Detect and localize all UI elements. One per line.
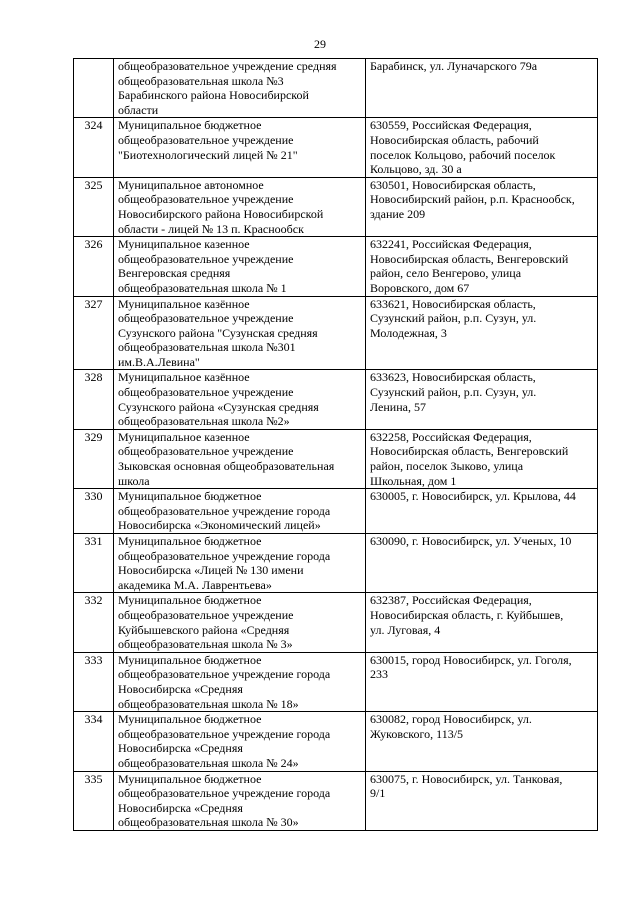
address-line: 233 [370, 667, 388, 682]
address-line: Кольцово, зд. 30 а [370, 162, 462, 177]
institution-name-line: Сузунского района "Сузунская средняя [118, 325, 318, 340]
institution-name-line: общеобразовательная школа № 30» [118, 815, 299, 830]
institution-name-line: им.В.А.Левина" [118, 354, 200, 369]
address-line: 633621, Новосибирская область, [370, 296, 536, 311]
institution-name-line: Зыковская основная общеобразовательная [118, 459, 335, 474]
table-row [74, 712, 598, 771]
institution-name-line: общеобразовательная школа № 3» [118, 637, 293, 652]
address-line: Жуковского, 113/5 [370, 726, 464, 741]
institution-name-line: Новосибирска «Экономический лицей» [118, 518, 321, 533]
institution-name-cell [114, 429, 366, 488]
address-line: 630015, город Новосибирск, ул. Гоголя, [370, 652, 572, 667]
institution-name-line: общеобразовательное учреждение [118, 192, 294, 207]
address-line: поселок Кольцово, рабочий поселок [370, 147, 556, 162]
table-row [74, 370, 598, 429]
institution-name-line: общеобразовательное учреждение [118, 132, 294, 147]
institution-name-cell [114, 118, 366, 177]
institution-name-line: Муниципальное бюджетное [118, 118, 262, 133]
row-number-cell: 333 [74, 652, 114, 711]
row-number-cell: 326 [74, 237, 114, 296]
institution-name-line: общеобразовательное учреждение [118, 607, 294, 622]
table-row [74, 177, 598, 236]
institution-name-cell [114, 237, 366, 296]
institution-name-line: общеобразовательное учреждение [118, 385, 294, 400]
institution-name-line: Муниципальное казенное [118, 429, 250, 444]
address-line: Сузунский район, р.п. Сузун, ул. [370, 385, 537, 400]
institution-name-line: Новосибирска «Средняя [118, 681, 243, 696]
row-number-cell: 329 [74, 429, 114, 488]
institution-name-line: академика М.А. Лаврентьева» [118, 577, 272, 592]
address-cell [366, 771, 598, 830]
row-number-cell: 335 [74, 771, 114, 830]
institution-name-line: Муниципальное бюджетное [118, 652, 262, 667]
address-cell [366, 429, 598, 488]
address-cell [366, 370, 598, 429]
address-line: Воровского, дом 67 [370, 280, 470, 295]
address-line: 633623, Новосибирская область, [370, 370, 536, 385]
institution-name-line: Новосибирского района Новосибирской [118, 206, 324, 221]
institution-name-line: общеобразовательное учреждение города [118, 667, 331, 682]
institution-name-line: Муниципальное казённое [118, 370, 250, 385]
institution-name-line: общеобразовательная школа № 1 [118, 280, 287, 295]
institution-name-cell [114, 593, 366, 652]
row-number-cell: 330 [74, 489, 114, 534]
institution-name-cell [114, 370, 366, 429]
institution-name-cell [114, 712, 366, 771]
institution-name-line: Муниципальное бюджетное [118, 534, 262, 548]
institution-name-line: области - лицей № 13 п. Краснообск [118, 221, 304, 236]
address-line: 630559, Российская Федерация, [370, 118, 532, 133]
institution-name-line: общеобразовательная школа №301 [118, 340, 296, 355]
institution-name-line: общеобразовательная школа №2» [118, 414, 290, 429]
address-cell [366, 712, 598, 771]
institution-name-line: общеобразовательная школа № 18» [118, 696, 299, 711]
institution-name-line: Куйбышевского района «Средняя [118, 622, 290, 637]
institution-name-line: Новосибирска «Средняя [118, 800, 243, 815]
address-line: 630501, Новосибирская область, [370, 177, 536, 192]
address-line: Барабинск, ул. Луначарского 79а [370, 59, 538, 73]
address-line: 630090, г. Новосибирск, ул. Ученых, 10 [370, 534, 572, 548]
institution-name-line: Новосибирска «Средняя [118, 741, 243, 756]
row-number-cell: 325 [74, 177, 114, 236]
institution-name-line: Новосибирска «Лицей № 130 имени [118, 563, 304, 578]
address-line: Школьная, дом 1 [370, 473, 457, 488]
address-line: район, село Венгерово, улица [370, 266, 522, 281]
address-cell [366, 593, 598, 652]
institution-name-line: общеобразовательное учреждение города [118, 786, 331, 801]
institution-name-line: общеобразовательная школа № 24» [118, 755, 299, 770]
institution-name-cell [114, 652, 366, 711]
address-cell [366, 652, 598, 711]
institution-name-line: Венгеровская средняя [118, 266, 231, 281]
address-cell [366, 237, 598, 296]
institution-name-cell [114, 59, 366, 118]
address-line: Новосибирская область, г. Куйбышев, [370, 607, 564, 622]
institution-name-cell [114, 771, 366, 830]
table-row [74, 771, 598, 830]
address-line: 630082, город Новосибирск, ул. [370, 712, 532, 727]
institution-name-line: школа [118, 473, 150, 488]
address-cell [366, 296, 598, 370]
institution-name-line: Муниципальное казенное [118, 237, 250, 252]
address-line: Сузунский район, р.п. Сузун, ул. [370, 311, 537, 326]
row-number-cell: 327 [74, 296, 114, 370]
institution-name-line: общеобразовательное учреждение средняя [118, 59, 337, 73]
institution-name-cell [114, 296, 366, 370]
institution-name-line: общеобразовательная школа №3 [118, 73, 284, 88]
table-row [74, 118, 598, 177]
schools-table [73, 58, 598, 831]
institution-name-line: общеобразовательное учреждение [118, 444, 294, 459]
institution-name-line: Муниципальное бюджетное [118, 771, 262, 786]
row-number-cell: 331 [74, 534, 114, 593]
address-line: здание 209 [370, 206, 426, 221]
institution-name-line: общеобразовательное учреждение города [118, 726, 331, 741]
address-cell [366, 177, 598, 236]
institution-name-cell [114, 489, 366, 534]
row-number-cell: 324 [74, 118, 114, 177]
table-row [74, 429, 598, 488]
address-line: Молодежная, 3 [370, 325, 447, 340]
table-row [74, 59, 598, 118]
address-line: 630005, г. Новосибирск, ул. Крылова, 44 [370, 489, 576, 504]
row-number-cell: 328 [74, 370, 114, 429]
address-cell [366, 534, 598, 593]
address-cell [366, 489, 598, 534]
table-row [74, 593, 598, 652]
address-cell [366, 118, 598, 177]
institution-name-cell [114, 534, 366, 593]
institution-name-line: общеобразовательное учреждение города [118, 503, 331, 518]
institution-name-line: Муниципальное казённое [118, 296, 250, 311]
address-line: Новосибирский район, р.п. Краснообск, [370, 192, 575, 207]
row-number-cell: 334 [74, 712, 114, 771]
address-line: 632258, Российская Федерация, [370, 429, 532, 444]
institution-name-line: "Биотехнологический лицей № 21" [118, 147, 298, 162]
institution-name-line: общеобразовательное учреждение [118, 251, 294, 266]
table-row [74, 237, 598, 296]
address-cell [366, 59, 598, 118]
table-row [74, 534, 598, 593]
address-line: Новосибирская область, рабочий [370, 132, 539, 147]
address-line: 630075, г. Новосибирск, ул. Танковая, [370, 771, 563, 786]
address-line: Новосибирская область, Венгеровский [370, 251, 569, 266]
address-line: 9/1 [370, 786, 386, 801]
institution-name-line: общеобразовательное учреждение города [118, 548, 331, 563]
table-body [74, 59, 598, 831]
institution-name-line: Муниципальное бюджетное [118, 593, 262, 608]
address-line: район, поселок Зыково, улица [370, 459, 524, 474]
row-number-cell [74, 59, 114, 118]
address-line: Новосибирская область, Венгеровский [370, 444, 569, 459]
address-line: 632387, Российская Федерация, [370, 593, 532, 608]
institution-name-line: Барабинского района Новосибирской [118, 88, 309, 103]
institution-name-line: Муниципальное бюджетное [118, 712, 262, 727]
table-row [74, 652, 598, 711]
row-number-cell: 332 [74, 593, 114, 652]
institution-name-line: Муниципальное бюджетное [118, 489, 262, 504]
table-row [74, 296, 598, 370]
institution-name-line: Сузунского района «Сузунская средняя [118, 399, 319, 414]
institution-name-line: области [118, 102, 159, 117]
page-number: 29 [314, 37, 326, 51]
institution-name-line: общеобразовательное учреждение [118, 311, 294, 326]
institution-name-line: Муниципальное автономное [118, 177, 264, 192]
address-line: Ленина, 57 [370, 399, 426, 414]
address-line: ул. Луговая, 4 [370, 622, 441, 637]
address-line: 632241, Российская Федерация, [370, 237, 532, 252]
table-row [74, 489, 598, 534]
institution-name-cell [114, 177, 366, 236]
